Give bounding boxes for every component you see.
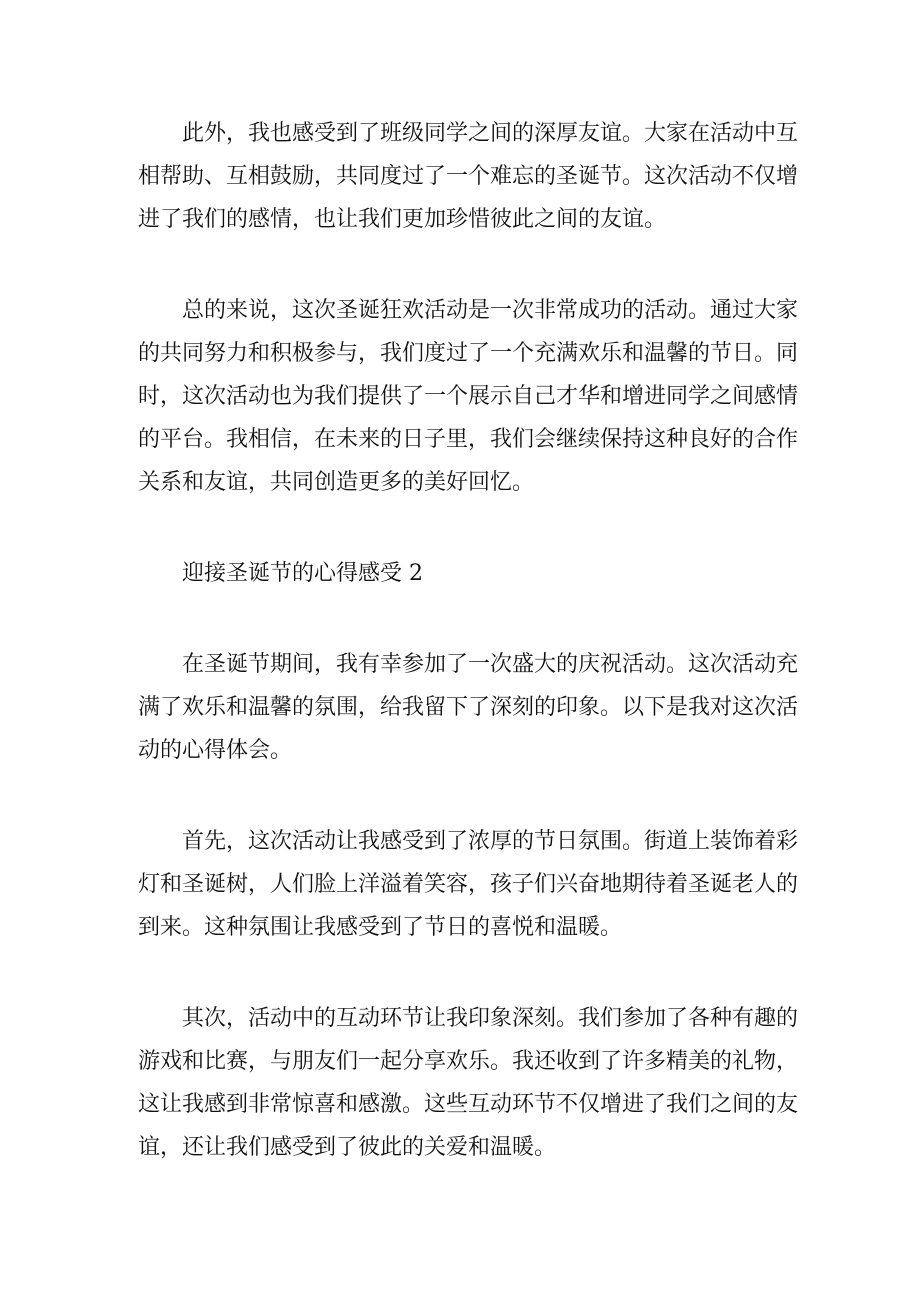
paragraph-friendship: 此外，我也感受到了班级同学之间的深厚友谊。大家在活动中互相帮助、互相鼓励，共同度过了一个难忘的圣诞节。这次活动不仅增进了我们的感情，也让我们更加珍惜彼此之间的友谊。 [138,121,799,232]
document-body [138,112,798,1217]
paragraph-second: 其次，活动中的互动环节让我印象深刻。我们参加了各种有趣的游戏和比赛，与朋友们一起分享欢乐。我还收到了许多精美的礼物，这让我感到非常惊喜和感激。这些互动环节不仅增进了我们之间的友谊，还让我们感受到了彼此的关爱和温暖。 [138,1006,799,1160]
paragraph-summary: 总的来说，这次圣诞狂欢活动是一次非常成功的活动。通过大家的共同努力和积极参与，我们度过了一个充满欢乐和温馨的节日。同时，这次活动也为我们提供了一个展示自己才华和增进同学之间感情的平台。我相信，在未来的日子里，我们会继续保持这种良好的合作关系和友谊，共同创造更多的美好回忆。 [138,298,799,495]
section-heading: 迎接圣诞节的心得感受 2 [182,561,423,586]
paragraph-first: 首先，这次活动让我感受到了浓厚的节日氛围。街道上装饰着彩灯和圣诞树，人们脸上洋溢着笑容，孩子们兴奋地期待着圣诞老人的到来。这种氛围让我感受到了节日的喜悦和温暖。 [138,829,799,940]
paragraph-intro: 在圣诞节期间，我有幸参加了一次盛大的庆祝活动。这次活动充满了欢乐和温馨的氛围，给我留下了深刻的印象。以下是我对这次活动的心得体会。 [138,652,799,763]
